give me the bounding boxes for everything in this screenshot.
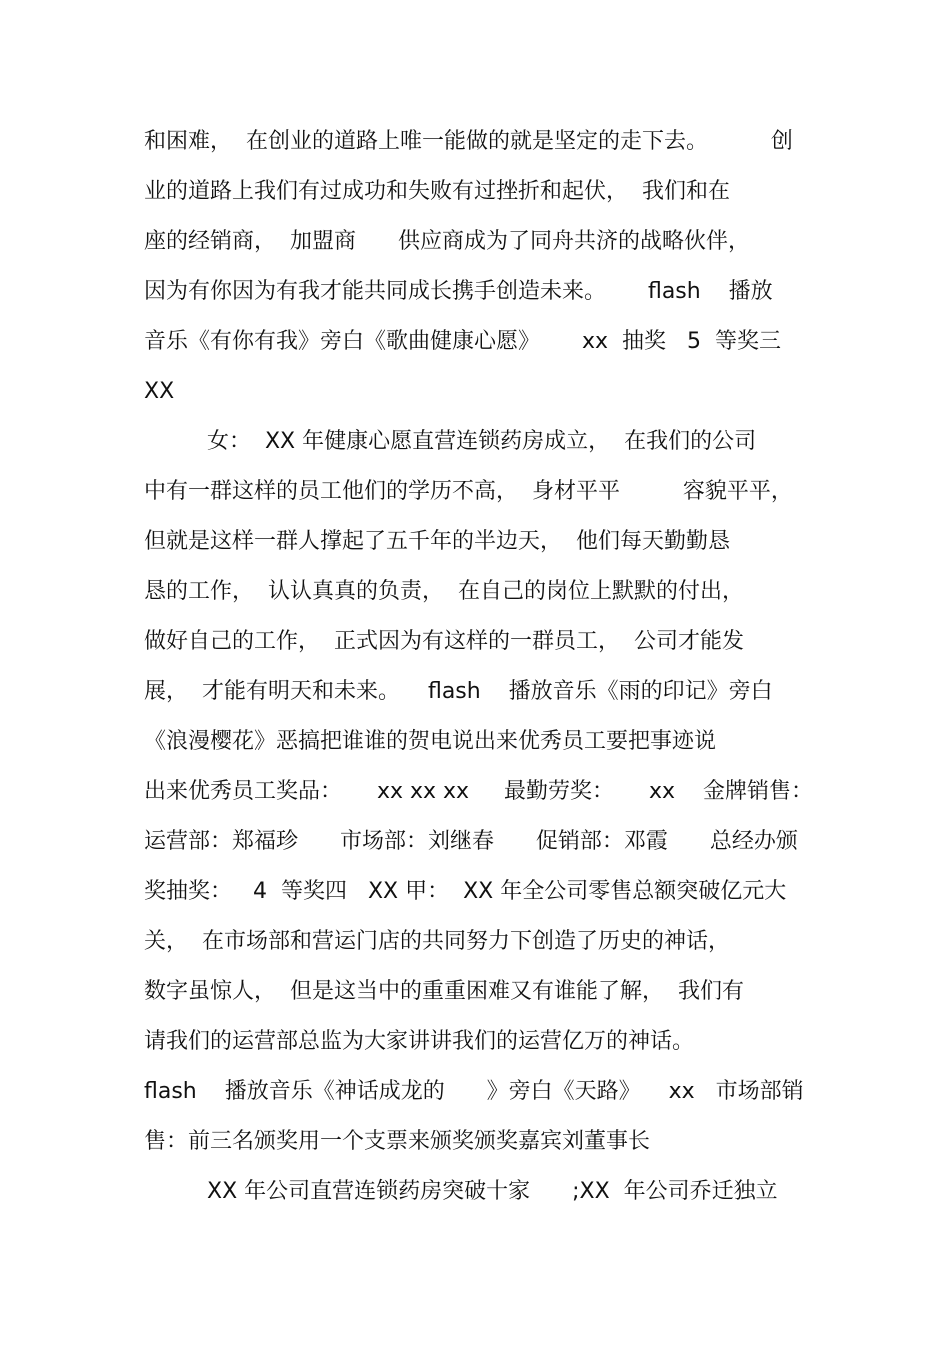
text-line: 《浪漫樱花》恶搞把谁谁的贺电说出来优秀员工要把事迹说	[144, 729, 717, 754]
text-line: 业的道路上我们有过成功和失败有过挫折和起伏， 我们和在	[144, 179, 730, 204]
text-line: 和困难， 在创业的道路上唯一能做的就是坚定的走下去。 创	[144, 129, 793, 154]
text-line: 中有一群这样的员工他们的学历不高， 身材平平 容貌平平，	[144, 479, 793, 504]
text-line: 因为有你因为有我才能共同成长携手创造未来。 flash 播放	[144, 279, 773, 304]
text-line: 音乐《有你有我》旁白《歌曲健康心愿》 xx 抽奖 5 等奖三	[144, 329, 781, 354]
text-line: 售：前三名颁奖用一个支票来颁奖颁奖嘉宾刘董事长	[144, 1129, 651, 1154]
text-line: 座的经销商， 加盟商 供应商成为了同舟共济的战略伙伴，	[144, 229, 750, 254]
text-line: XX	[144, 379, 175, 404]
text-line: 请我们的运营部总监为大家讲讲我们的运营亿万的神话。	[144, 1029, 695, 1054]
text-line: 运营部：郑福珍 市场部：刘继春 促销部：邓霞 总经办颁	[144, 829, 798, 854]
text-line: 出来优秀员工奖品： xx xx xx 最勤劳奖： xx 金牌销售：	[144, 779, 814, 804]
text-line: 关， 在市场部和营运门店的共同努力下创造了历史的神话，	[144, 929, 730, 954]
text-line: 做好自己的工作， 正式因为有这样的一群员工， 公司才能发	[144, 629, 744, 654]
text-line: 数字虽惊人， 但是这当中的重重困难又有谁能了解， 我们有	[144, 979, 744, 1004]
text-line: flash 播放音乐《神话成龙的 》旁白《天路》 xx 市场部销	[144, 1079, 804, 1104]
text-line: 奖抽奖： 4 等奖四 XX 甲： XX 年全公司零售总额突破亿元大	[144, 879, 787, 904]
paragraph-start-line: XX 年公司直营连锁药房突破十家 ;XX 年公司乔迁独立	[207, 1179, 778, 1204]
text-line: 展， 才能有明天和未来。 flash 播放音乐《雨的印记》旁白	[144, 679, 773, 704]
paragraph-start-line: 女： XX 年健康心愿直营连锁药房成立， 在我们的公司	[207, 429, 757, 454]
text-line: 但就是这样一群人撑起了五千年的半边天， 他们每天勤勤恳	[144, 529, 730, 554]
text-line: 恳的工作， 认认真真的负责， 在自己的岗位上默默的付出，	[144, 579, 744, 604]
